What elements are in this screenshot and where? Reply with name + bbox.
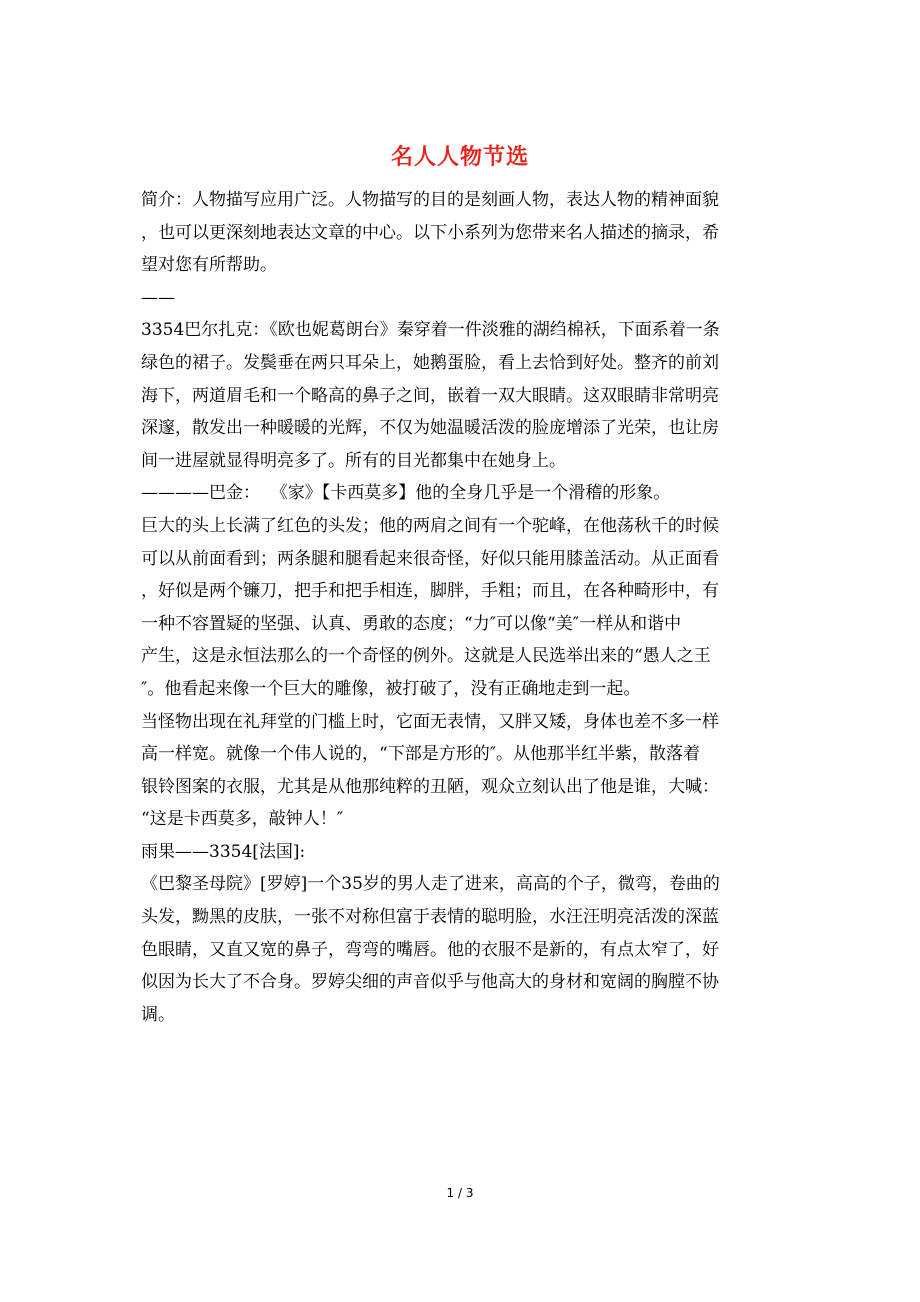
- text-line: 巨大的头上长满了红色的头发；他的两肩之间有一个驼峰，在他荡秋千的时候: [141, 515, 719, 536]
- page-number: 1 / 3: [446, 1186, 474, 1200]
- text-line: 头发，黝黑的皮肤，一张不对称但富于表情的聪明脸，水汪汪明亮活泼的深蓝: [141, 907, 719, 928]
- text-line: ，好似是两个镰刀，把手和把手相连，脚胖，手粗；而且，在各种畸形中，有: [141, 581, 719, 602]
- text-line: ————巴金： 《家》【卡西莫多】他的全身几乎是一个滑稽的形象。: [141, 483, 671, 504]
- text-line: 似因为长大了不合身。罗婷尖细的声音似乎与他高大的身材和宽阔的胸膛不协: [141, 972, 719, 993]
- text-line: 简介：人物描写应用广泛。人物描写的目的是刻画人物，表达人物的精神面貌: [141, 190, 719, 210]
- text-line: 望对您有所帮助。: [141, 255, 277, 276]
- text-line: 《巴黎圣母院》[罗婷]一个35岁的男人走了进来，高高的个子，微弯，卷曲的: [141, 874, 720, 895]
- document-title: 名人人物节选: [390, 144, 529, 170]
- text-line: 当怪物出现在礼拜堂的门槛上时，它面无表情，又胖又矮，身体也差不多一样: [141, 711, 719, 732]
- text-line: 深邃，散发出一种暖暖的光辉，不仅为她温暖活泼的脸庞增添了光荣，也让房: [141, 418, 719, 439]
- text-line: 可以从前面看到；两条腿和腿看起来很奇怪，好似只能用膝盖活动。从正面看: [141, 548, 719, 569]
- text-line: ″。他看起来像一个巨大的雕像，被打破了，没有正确地走到一起。: [141, 678, 641, 699]
- text-line: 调。: [141, 1004, 175, 1025]
- text-line: 高一样宽。就像一个伟人说的，“下部是方形的″。从他那半红半紫，散落着: [141, 744, 701, 765]
- text-line: ——: [141, 287, 175, 308]
- text-line: 绿色的裙子。发鬓垂在两只耳朵上，她鹅蛋脸，看上去恰到好处。整齐的前刘: [141, 352, 719, 373]
- text-line: 海下，两道眉毛和一个略高的鼻子之间，嵌着一双大眼睛。这双眼睛非常明亮: [141, 385, 719, 406]
- text-line: 色眼睛，又直又宽的鼻子，弯弯的嘴唇。他的衣服不是新的，有点太窄了，好: [141, 939, 719, 960]
- text-line: 产生，这是永恒法那么的一个奇怪的例外。这就是人民选举出来的“愚人之王: [141, 646, 711, 667]
- text-line: ，也可以更深刻地表达文章的中心。以下小系列为您带来名人描述的摘录，希: [141, 222, 719, 243]
- text-line: 3354巴尔扎克：《欧也妮葛朗台》秦穿着一件淡雅的湖绉棉袄，下面系着一条: [141, 320, 720, 341]
- text-line: 间一进屋就显得明亮多了。所有的目光都集中在她身上。: [141, 450, 566, 471]
- text-line: 雨果——3354[法国]:: [141, 841, 306, 862]
- text-line: “这是卡西莫多，敲钟人！″: [141, 809, 344, 830]
- text-line: 银铃图案的衣服，尤其是从他那纯粹的丑陋，观众立刻认出了他是谁，大喊：: [141, 776, 719, 797]
- text-line: 一种不容置疑的坚强、认真、勇敢的态度；“力″可以像“美″一样从和谐中: [141, 613, 682, 634]
- document-body: [141, 184, 781, 1031]
